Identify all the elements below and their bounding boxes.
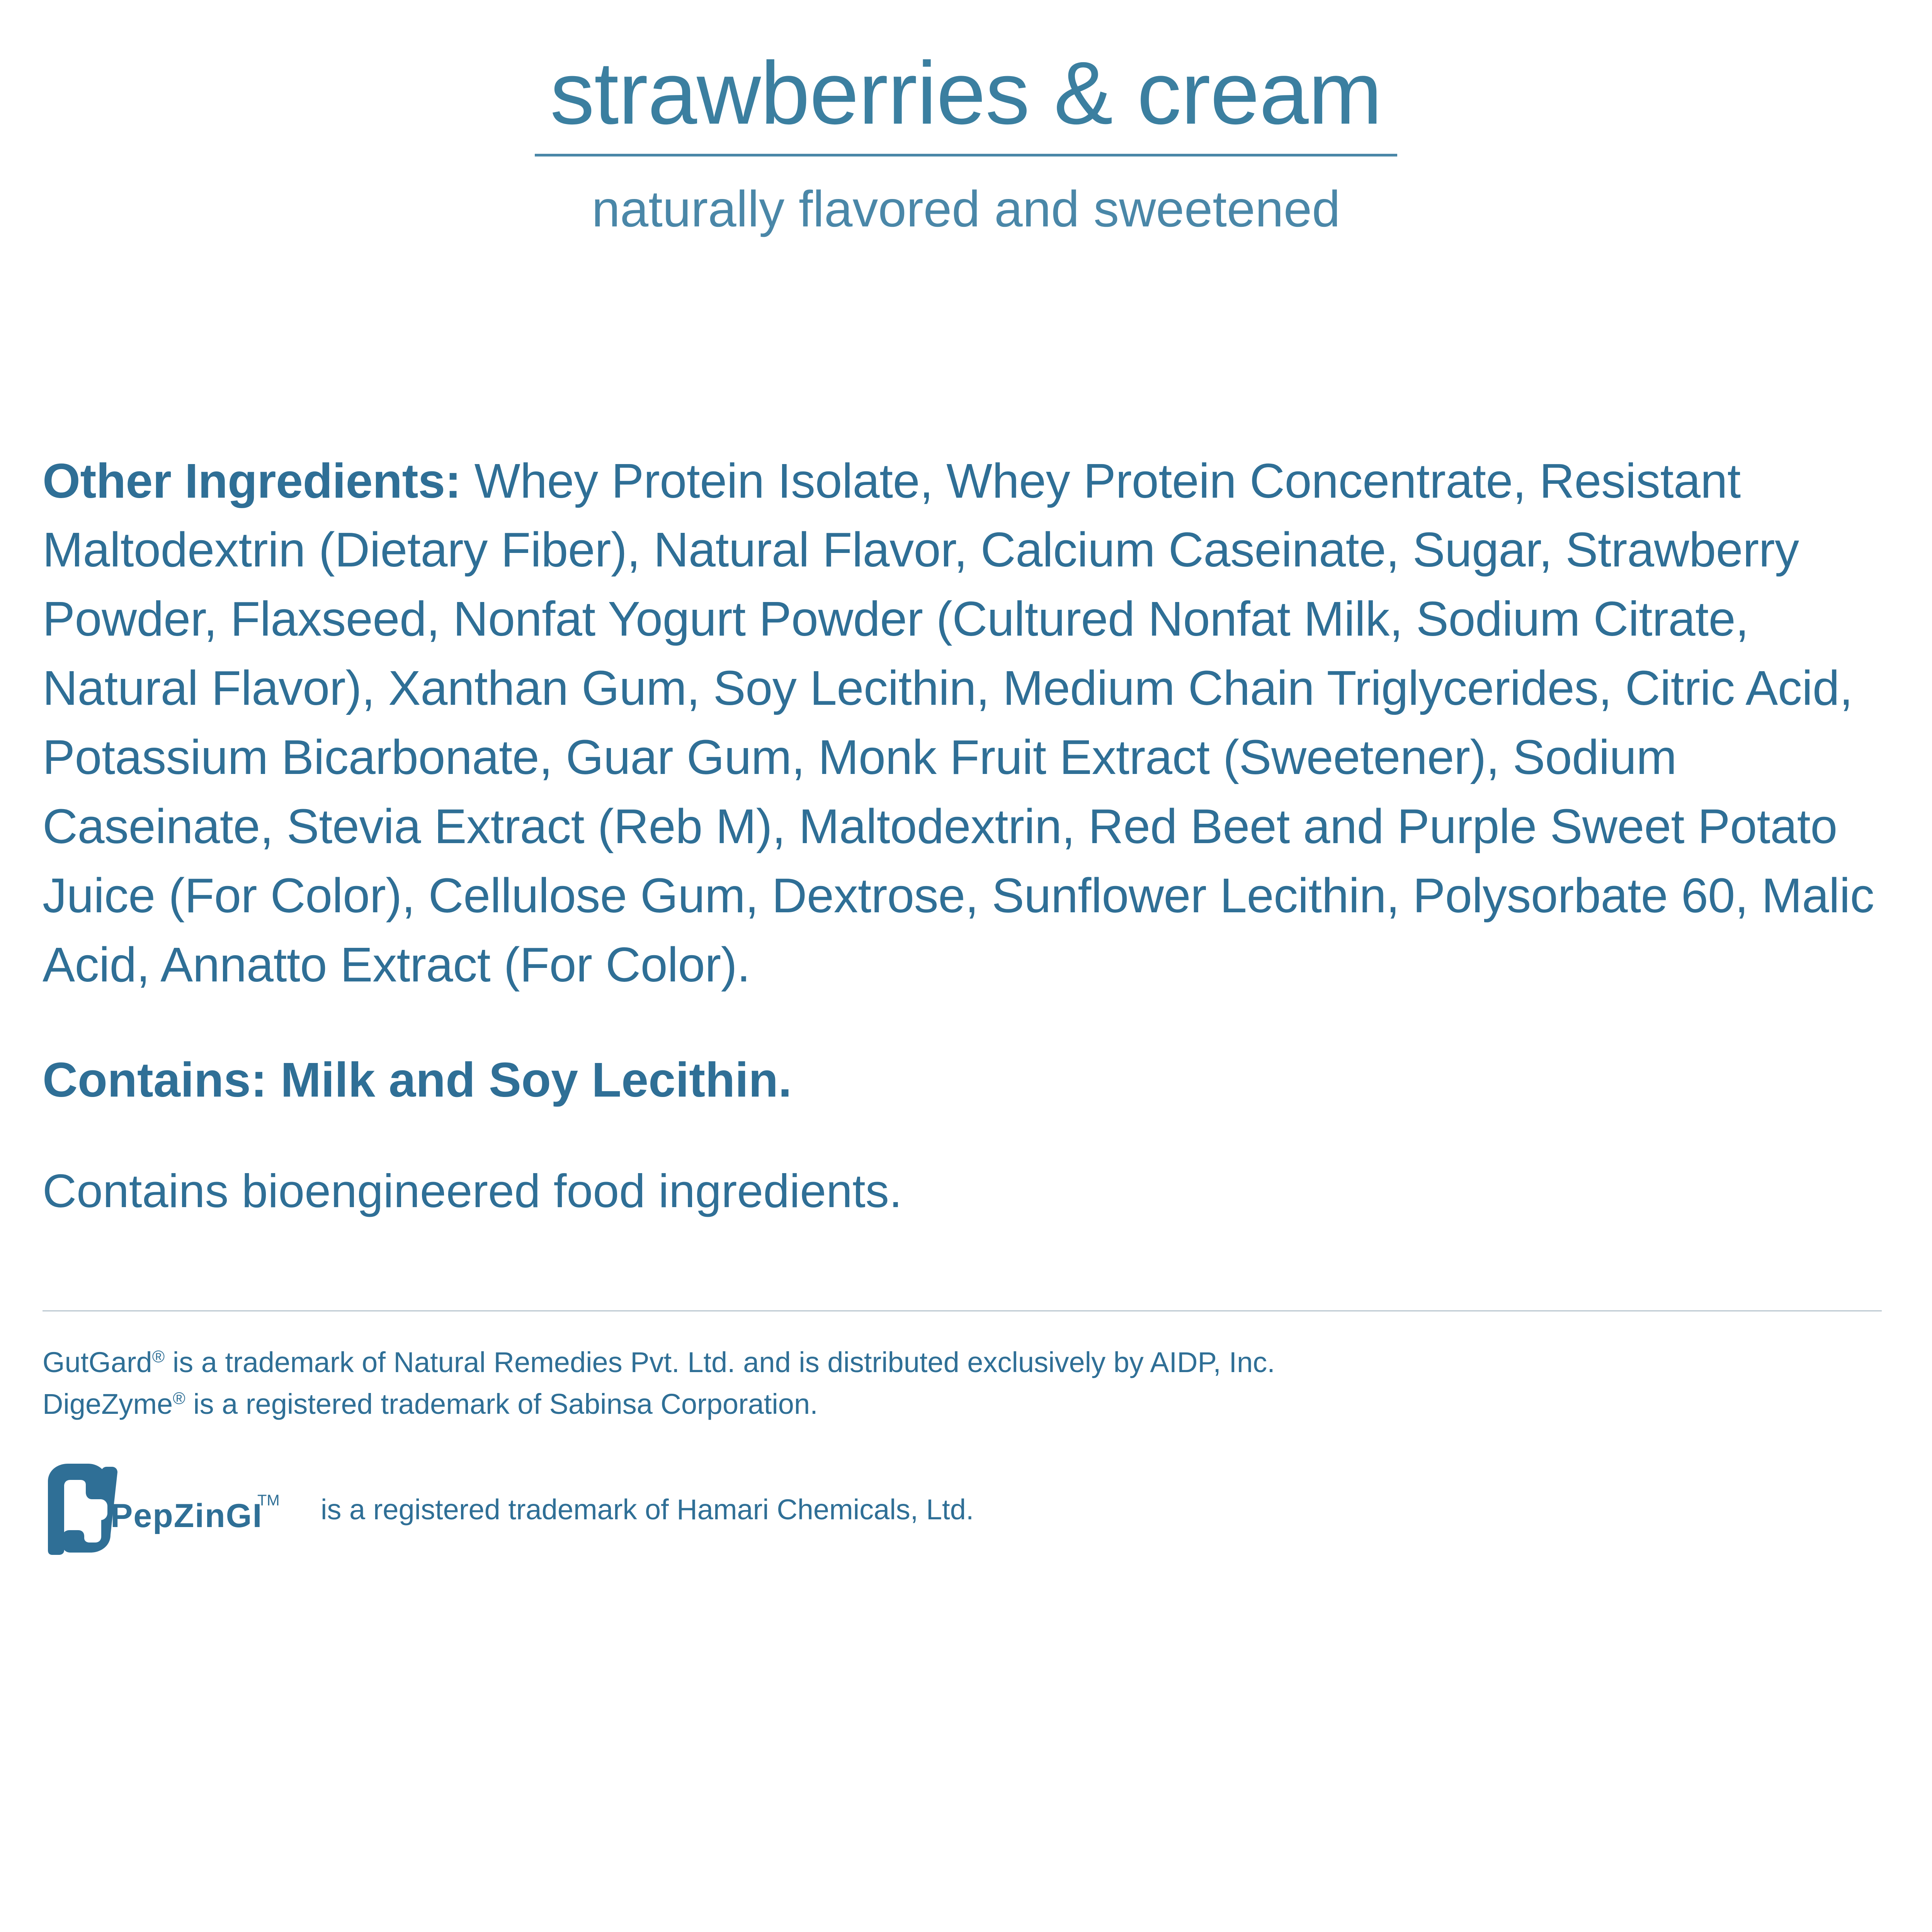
registered-mark-icon: ® bbox=[152, 1347, 165, 1366]
other-ingredients-text: Whey Protein Isolate, Whey Protein Concentrate, Resistant Maltodextrin (Dietary Fiber), Natural Flavor, Calcium Caseinate, Sugar, Strawberry Powder, Flaxseed, Nonfat Yogurt Powder (Cultured Nonfat Milk, Sodium Citrate, Natural Flavor), Xanthan Gum, Soy Lecithin, Medium Chain Triglycerides, Citric Acid, Potassium Bicarbonate, Guar Gum, Monk Fruit Extract (Sweetener), Sodium Caseinate, Stevia Extract (Reb M), Maltodextrin, Red Beet and Purple Sweet Potato Juice (For Color), Cellulose Gum, Dextrose, Sunflower Lecithin, Polysorbate 60, Malic Acid, Annatto Extract (For Color). bbox=[43, 453, 1874, 992]
trademark-row bbox=[0, 1459, 1932, 1556]
registered-mark-icon: ® bbox=[173, 1389, 185, 1408]
footnote-digezyme bbox=[43, 1383, 1889, 1425]
pepzin-trademark-text: is a registered trademark of Hamari Chemicals, Ltd. bbox=[321, 1493, 974, 1526]
other-ingredients-label: Other Ingredients: bbox=[43, 453, 461, 508]
main-content bbox=[0, 447, 1932, 1222]
pepzin-gi-logo-icon bbox=[43, 1459, 309, 1556]
page-title: strawberries & cream bbox=[535, 46, 1398, 156]
bioengineered-statement: Contains bioengineered food ingredients. bbox=[43, 1164, 902, 1217]
svg-text:TM: TM bbox=[257, 1492, 280, 1509]
allergen-statement: Contains: Milk and Soy Lecithin. bbox=[43, 1052, 792, 1107]
footnotes bbox=[0, 1342, 1932, 1425]
header bbox=[0, 0, 1932, 238]
page-subtitle: naturally flavored and sweetened bbox=[592, 180, 1340, 237]
footnote-gutgard bbox=[43, 1342, 1889, 1383]
footnote-digezyme-suffix: is a registered trademark of Sabinsa Corporation. bbox=[185, 1388, 818, 1420]
section-divider bbox=[43, 1310, 1882, 1311]
footnote-digezyme-prefix: DigeZyme bbox=[43, 1388, 173, 1420]
svg-text:PepZinGI: PepZinGI bbox=[111, 1497, 263, 1535]
other-ingredients-paragraph bbox=[43, 447, 1889, 1000]
footnote-gutgard-prefix: GutGard bbox=[43, 1346, 152, 1379]
footnote-gutgard-suffix: is a trademark of Natural Remedies Pvt. Ltd. and is distributed exclusively by AIDP, Inc. bbox=[165, 1346, 1275, 1379]
